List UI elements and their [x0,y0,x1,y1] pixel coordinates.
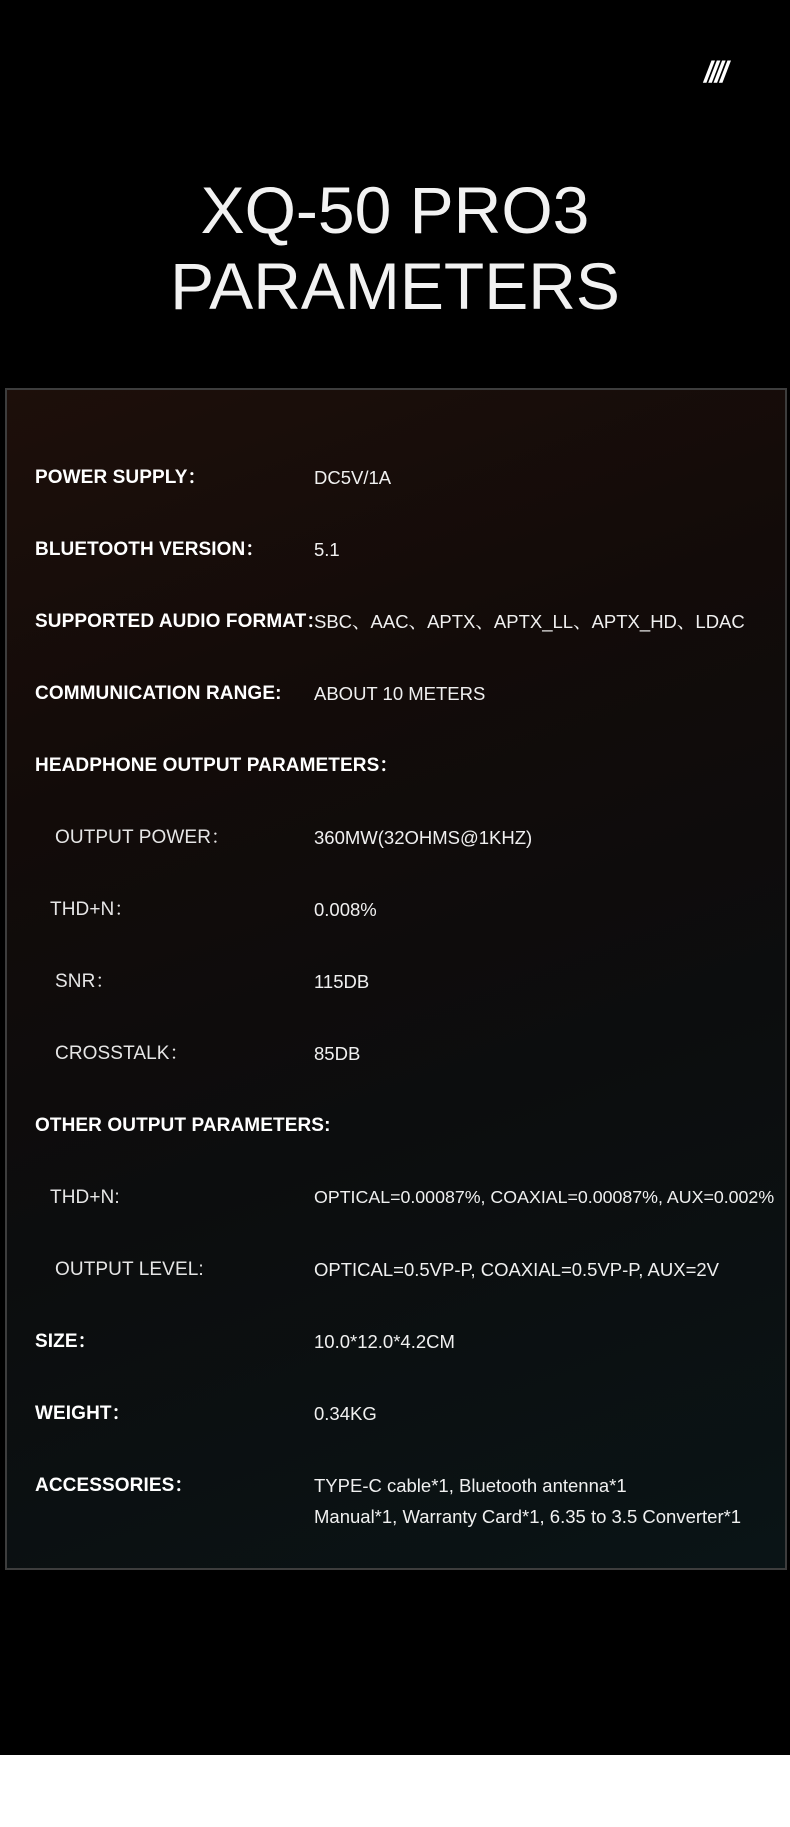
spec-label: POWER SUPPLY： [35,467,207,488]
spec-label: CROSSTALK： [55,1043,189,1064]
spec-value: SBC、AAC、APTX、APTX_LL、APTX_HD、LDAC [314,611,745,632]
spec-value: OPTICAL=0.00087%, COAXIAL=0.00087%, AUX=0.002% [314,1187,775,1207]
spec-value: 0.34KG [314,1403,377,1424]
spec-value: 85DB [314,1043,361,1064]
spec-value: 0.008% [314,899,377,920]
page-title [0,172,790,324]
spec-label: BLUETOOTH VERSION： [35,539,265,560]
spec-value: ABOUT 10 METERS [314,683,486,704]
spec-value: 360MW(32OHMS@1KHZ) [314,827,533,848]
spec-label: SIZE： [35,1331,97,1352]
section-heading: HEADPHONE OUTPUT PARAMETERS： [35,755,399,776]
spec-label: THD+N: [50,1187,120,1208]
spec-value: 115DB [314,971,370,992]
spec-value: 10.0*12.0*4.2CM [314,1331,455,1352]
section-heading: OTHER OUTPUT PARAMETERS: [35,1115,331,1136]
spec-value: DC5V/1A [314,467,392,488]
menu-icon[interactable]: //// [704,56,726,89]
title-line-1: XQ-50 PRO3 [200,173,590,247]
spec-label: ACCESSORIES： [35,1475,194,1496]
spec-label: SNR： [55,971,115,992]
spec-label: OUTPUT POWER： [55,827,231,848]
spec-label: OUTPUT LEVEL: [55,1259,204,1280]
spec-label: WEIGHT： [35,1403,131,1424]
spec-value: 5.1 [314,539,340,560]
spec-label: COMMUNICATION RANGE: [35,683,282,704]
title-line-2: PARAMETERS [170,249,620,323]
spec-value: OPTICAL=0.5VP-P, COAXIAL=0.5VP-P, AUX=2V [314,1259,719,1280]
accessories-line-2: Manual*1, Warranty Card*1, 6.35 to 3.5 Converter*1 [314,1506,742,1527]
accessories-line-1: TYPE-C cable*1, Bluetooth antenna*1 [314,1475,627,1496]
parameters-panel [5,388,787,1570]
spec-label: SUPPORTED AUDIO FORMAT： [35,611,326,632]
spec-label: THD+N： [50,899,134,920]
spec-value [314,1470,741,1532]
